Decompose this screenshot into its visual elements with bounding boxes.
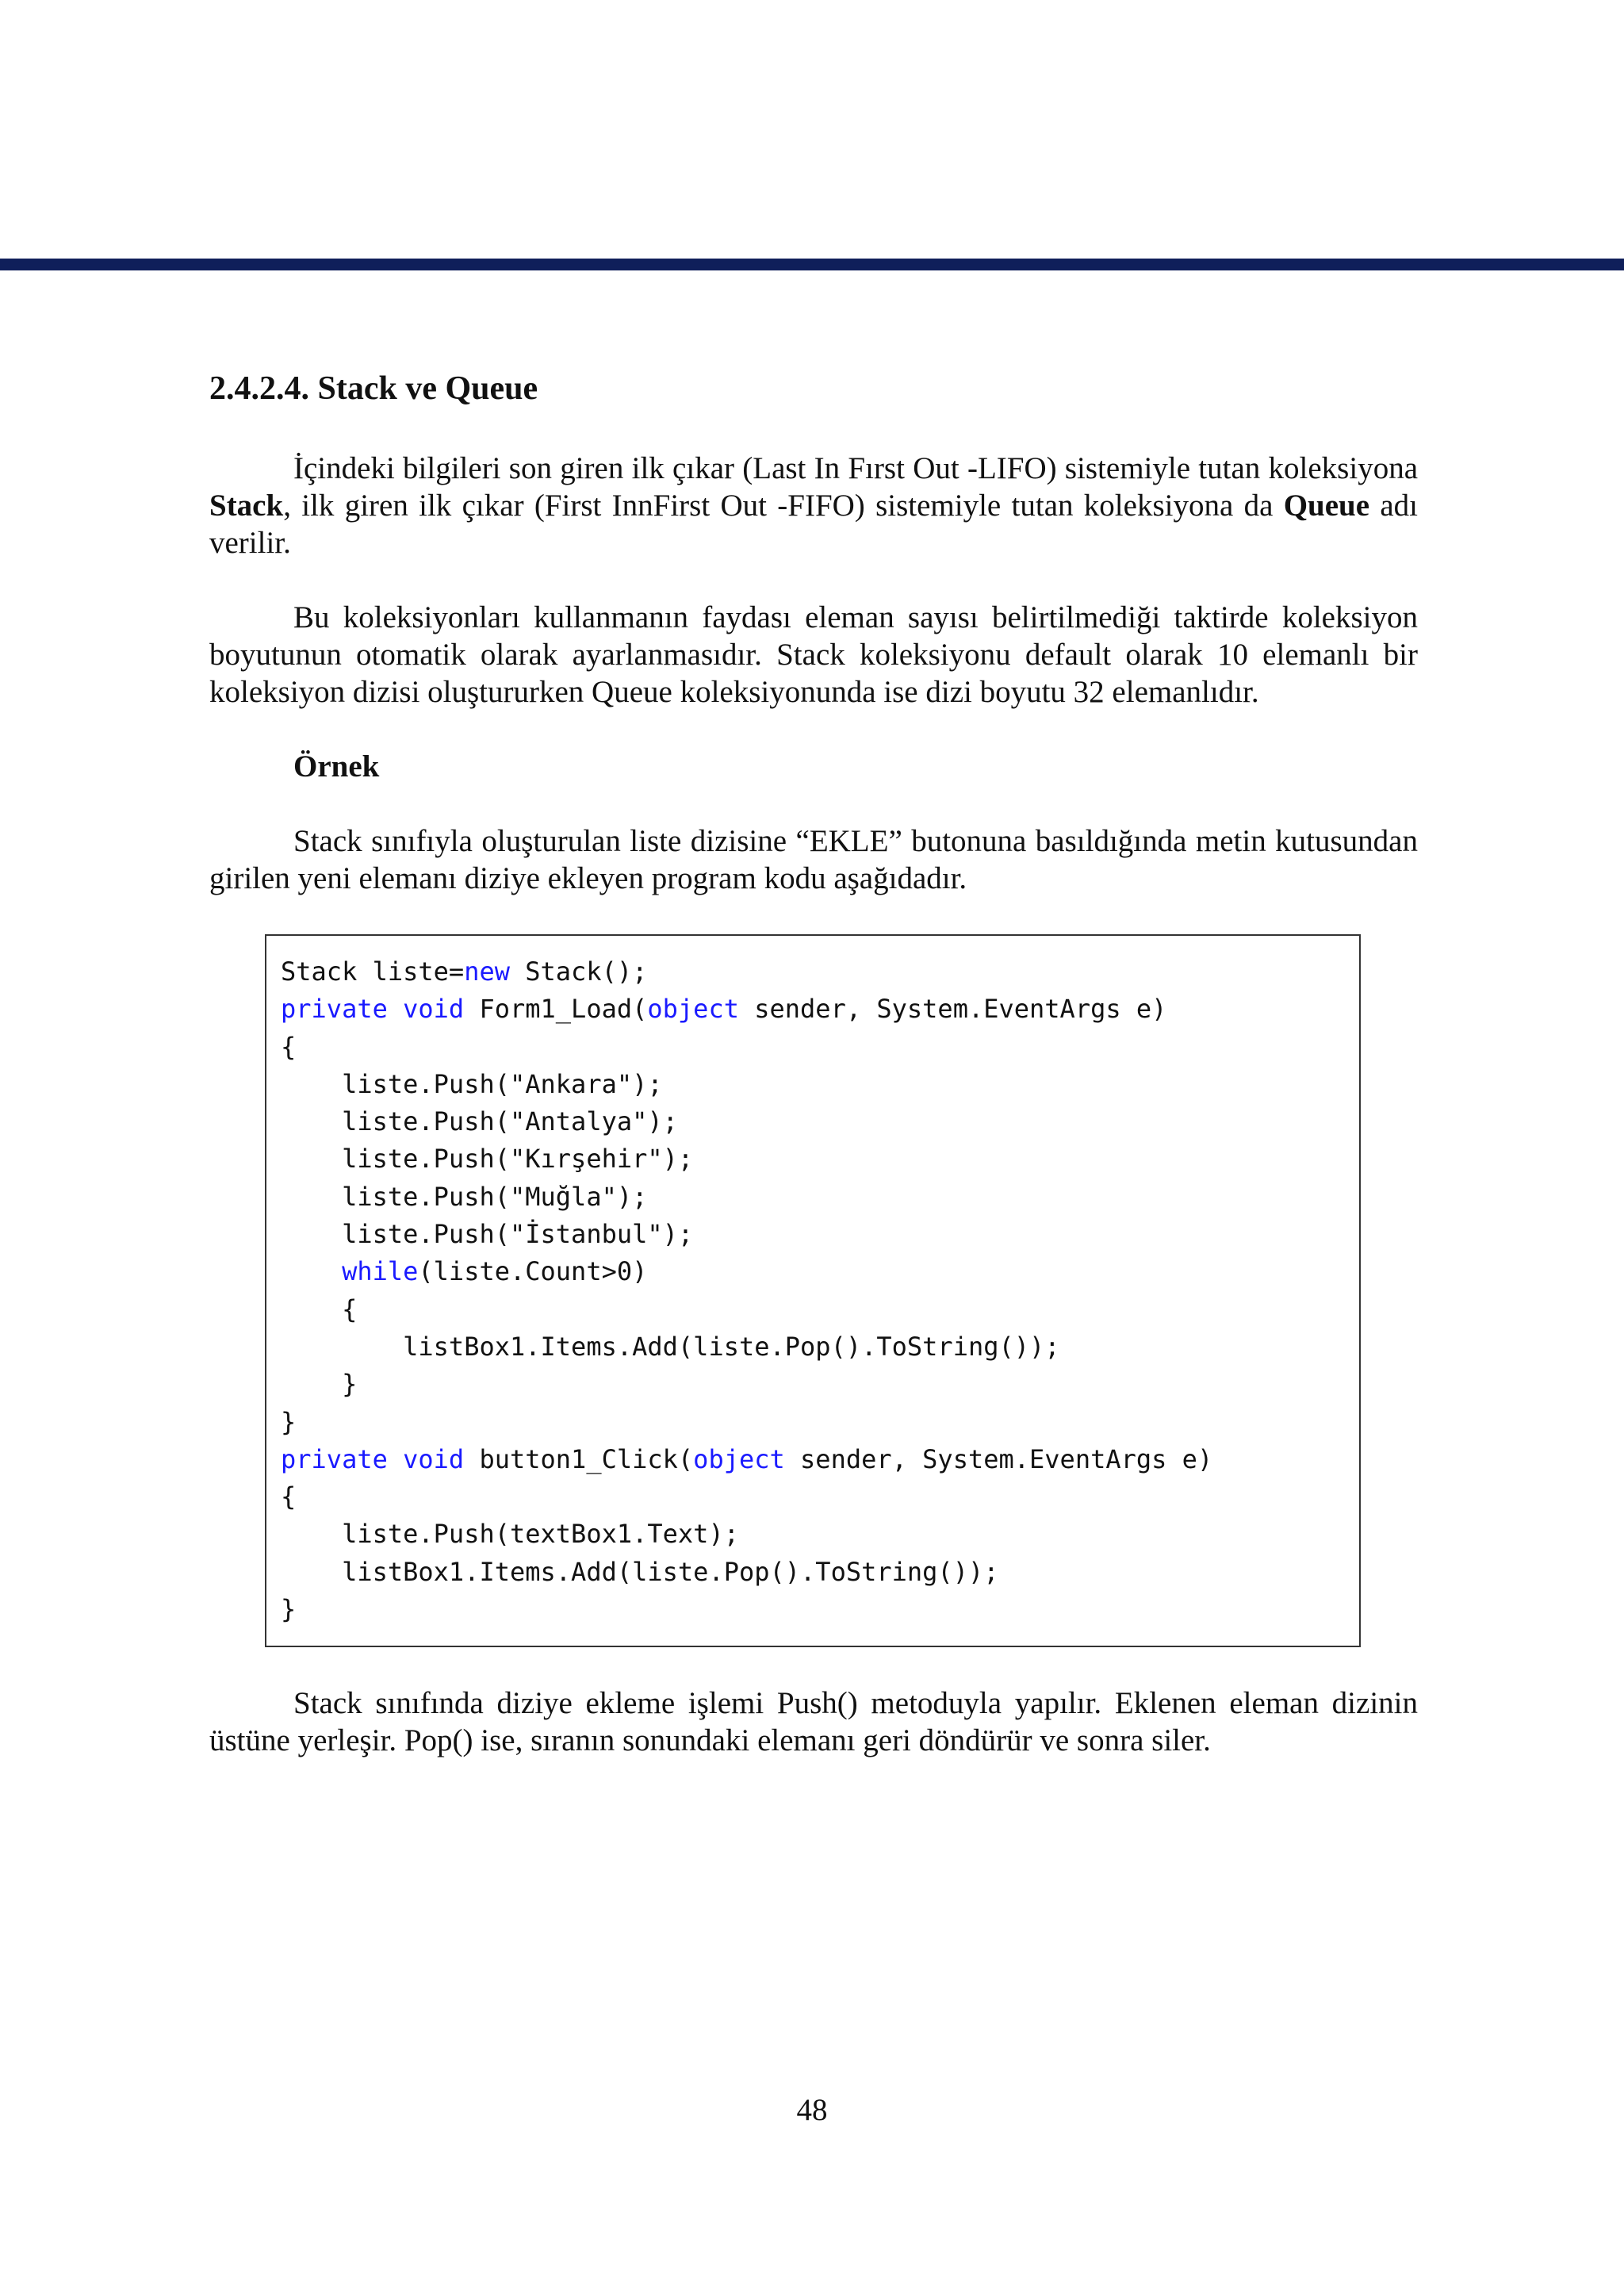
code-line — [281, 1140, 1359, 1178]
paragraph-example-intro: Stack sınıfıyla oluşturulan liste dizisine “EKLE” butonuna basıldığında metin kutusundan girilen yeni elemanı diziye ekleyen program kodu aşağıdadır. — [209, 824, 1418, 895]
code-text: liste.Push("Antalya"); — [281, 1106, 678, 1137]
code-keyword: private — [281, 1443, 388, 1474]
code-text: button1_Click( — [464, 1443, 694, 1474]
code-line — [281, 1516, 1359, 1553]
code-text: liste.Push("İstanbul"); — [281, 1219, 694, 1250]
code-line — [281, 1179, 1359, 1216]
code-text: listBox1.Items.Add(liste.Pop().ToString()); — [281, 1331, 1060, 1362]
code-keyword: object — [693, 1443, 785, 1474]
paragraph1-text-1: İçindeki bilgileri son giren ilk çıkar (Last In Fırst Out -LIFO) sistemiyle tutan koleksiyona — [293, 451, 1418, 485]
code-text: Form1_Load( — [464, 994, 648, 1025]
code-text: listBox1.Items.Add(liste.Pop().ToString()); — [281, 1556, 999, 1587]
code-keyword: void — [403, 994, 465, 1025]
code-text: { — [281, 1481, 297, 1512]
paragraph-stack-queue-definition — [209, 450, 1418, 562]
example-heading: Örnek — [293, 749, 380, 784]
code-keyword: new — [464, 956, 510, 987]
header-rule — [0, 259, 1624, 270]
code-line — [281, 1291, 1359, 1328]
code-text: liste.Push(textBox1.Text); — [281, 1519, 739, 1550]
code-line — [281, 1103, 1359, 1140]
page-content — [209, 361, 1418, 1796]
code-line — [281, 1328, 1359, 1366]
paragraph-push-pop-explanation: Stack sınıfında diziye ekleme işlemi Push() metoduyla yapılır. Eklenen eleman dizinin üstüne yerleşir. Pop() ise, sıranın sonundaki elemanı geri döndürür ve sonra siler. — [209, 1686, 1418, 1758]
code-text: liste.Push("Ankara"); — [281, 1068, 663, 1099]
code-keyword: while — [342, 1256, 419, 1287]
code-line — [281, 1478, 1359, 1516]
code-line — [281, 1066, 1359, 1103]
section-heading: 2.4.2.4. Stack ve Queue — [209, 370, 538, 407]
code-text: Stack liste= — [281, 956, 465, 987]
paragraph1-text-3: adı verilir. — [209, 489, 1418, 560]
code-text — [281, 1256, 342, 1286]
paragraph1-text-2: , ilk giren ilk çıkar (First InnFirst Out -FIFO) sistemiyle tutan koleksiyona da — [283, 489, 1284, 523]
code-line — [281, 1554, 1359, 1591]
code-line — [281, 991, 1359, 1028]
code-line — [281, 1441, 1359, 1478]
paragraph-collection-benefits: Bu koleksiyonları kullanmanın faydası eleman sayısı belirtilmediği taktirde koleksiyon boyutunun otomatik olarak ayarlanmasıdır. Stack koleksiyonu default olarak 10 elemanlı bir koleksiyon dizisi oluştururken Queue koleksiyonunda ise dizi boyutu 32 elemanlıdır. — [209, 600, 1418, 709]
code-line — [281, 1253, 1359, 1290]
code-text: { — [281, 1031, 297, 1062]
code-line — [281, 1366, 1359, 1403]
code-line — [281, 1216, 1359, 1253]
code-text: liste.Push("Kırşehir"); — [281, 1144, 694, 1175]
code-keyword: object — [647, 994, 739, 1025]
code-text: } — [281, 1406, 297, 1437]
code-keyword: void — [403, 1443, 465, 1474]
code-text: sender, System.EventArgs e) — [784, 1443, 1213, 1474]
code-text — [388, 1444, 403, 1474]
code-line — [281, 953, 1359, 991]
code-keyword: private — [281, 994, 388, 1025]
code-text: (liste.Count>0) — [418, 1256, 648, 1287]
code-text — [388, 994, 403, 1024]
code-text: { — [281, 1294, 358, 1324]
code-text: liste.Push("Muğla"); — [281, 1181, 648, 1212]
code-text: } — [281, 1594, 297, 1625]
code-text: } — [281, 1369, 358, 1400]
term-stack: Stack — [209, 489, 284, 523]
code-listing — [265, 934, 1361, 1647]
code-text: sender, System.EventArgs e) — [738, 994, 1167, 1025]
code-text: Stack(); — [509, 956, 648, 987]
code-line — [281, 1591, 1359, 1628]
code-line — [281, 1404, 1359, 1441]
code-line — [281, 1029, 1359, 1066]
page-number: 48 — [796, 2093, 828, 2127]
term-queue: Queue — [1283, 489, 1370, 523]
